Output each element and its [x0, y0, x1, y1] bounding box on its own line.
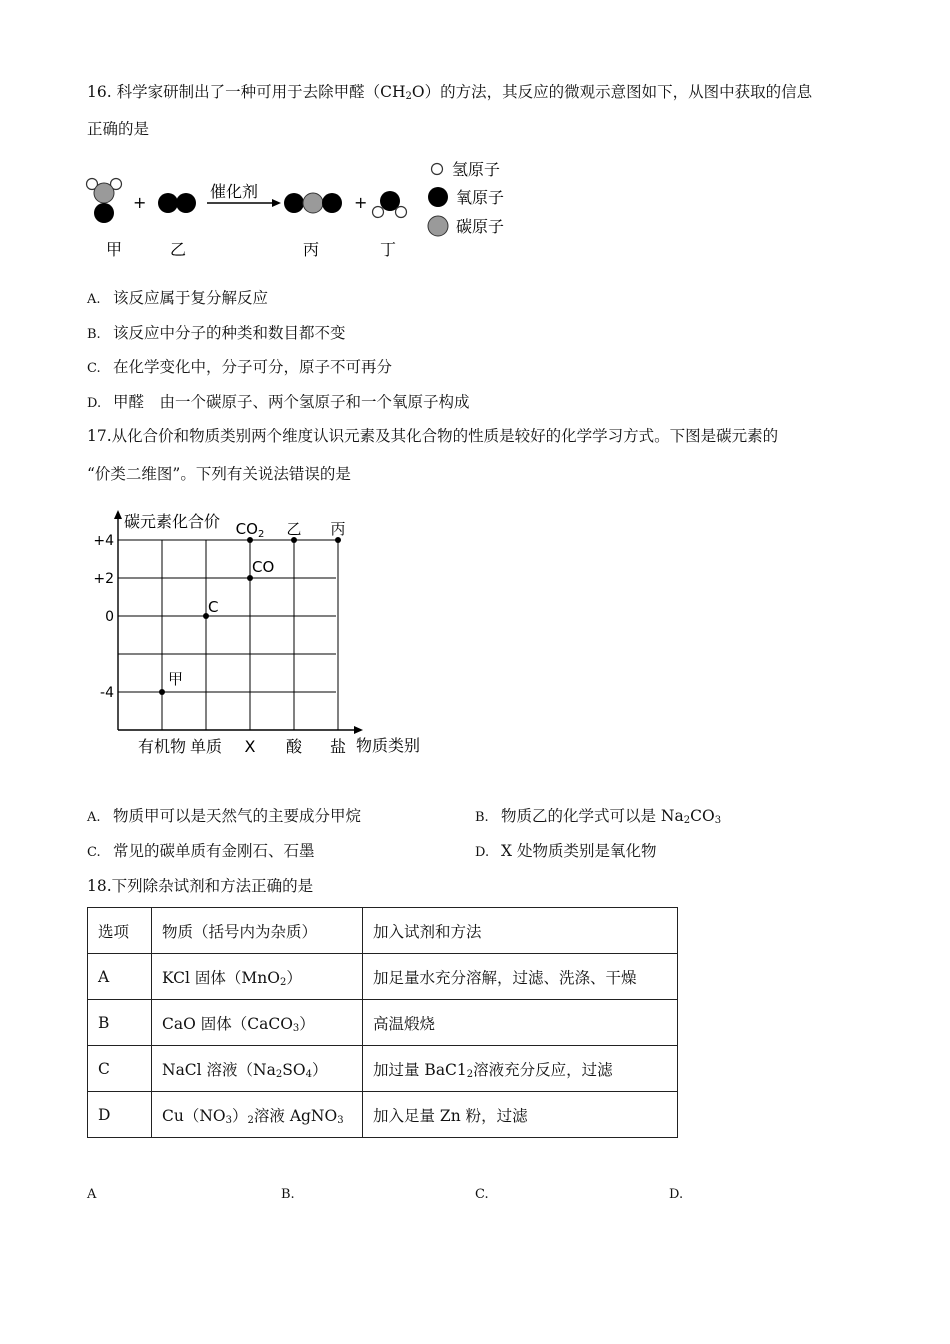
q17-option-c: C. 常见的碳单质有金刚石、石墨 — [87, 842, 315, 860]
label-ding: 丁 — [380, 240, 397, 259]
q18-answer-b: B. — [281, 1187, 295, 1202]
x-tick-label: 有机物 — [137, 737, 187, 756]
row-method: 加入足量 Zn 粉，过滤 — [363, 1092, 678, 1138]
header-method: 加入试剂和方法 — [363, 908, 678, 954]
plus-1: + — [133, 193, 147, 212]
legend-hydrogen: 氢原子 — [452, 160, 501, 179]
q16-option-b: B. 该反应中分子的种类和数目都不变 — [87, 324, 346, 342]
chart-axes — [114, 510, 363, 734]
label-jia: 甲 — [106, 240, 123, 259]
chart-grid — [118, 540, 338, 730]
data-point-label: 丙 — [330, 520, 346, 538]
row-method: 高温煅烧 — [363, 1000, 678, 1046]
q16-option-a: A. 该反应属于复分解反应 — [87, 289, 269, 307]
q17-option-d: D. X 处物质类别是氧化物 — [475, 842, 657, 860]
header-option: 选项 — [88, 908, 152, 954]
y-tick-label: -4 — [100, 685, 114, 701]
q18-answer-c: C. — [475, 1187, 489, 1202]
legend-oxygen: 氧原子 — [456, 188, 505, 207]
data-point-label: 甲 — [168, 670, 184, 688]
label-yi: 乙 — [170, 240, 187, 259]
molecule-ding — [373, 191, 407, 218]
q16-option-d: D. 甲醛 由一个碳原子、两个氢原子和一个氧原子构成 — [87, 393, 470, 411]
reaction-diagram — [80, 155, 540, 265]
row-option: C — [88, 1046, 152, 1092]
legend-carbon: 碳原子 — [456, 217, 505, 236]
valence-chart — [80, 505, 440, 765]
molecule-jia — [87, 179, 122, 224]
x-tick-label: 酸 — [285, 737, 303, 756]
plus-2: + — [354, 193, 368, 212]
row-option: D — [88, 1092, 152, 1138]
y-tick-label: 0 — [105, 609, 114, 625]
q17-stem-line1: 17.从化合价和物质类别两个维度认识元素及其化合物的性质是较好的化学学习方式。下图是碳元素的 — [87, 427, 779, 445]
q17-number: 17. — [87, 427, 112, 445]
q16-number: 16. — [87, 83, 112, 101]
row-substance: KCl 固体（MnO$_2$） — [152, 954, 363, 1000]
chart-points — [159, 520, 346, 695]
q17-option-a: A. 物质甲可以是天然气的主要成分甲烷 — [87, 807, 362, 825]
y-tick-label: +4 — [93, 533, 114, 549]
table-header-row — [88, 908, 678, 954]
table-row — [88, 954, 678, 1000]
chart-x-ticks — [138, 737, 346, 756]
table-row — [88, 1000, 678, 1046]
x-tick-label: X — [244, 737, 256, 756]
catalyst-label: 催化剂 — [210, 182, 259, 201]
row-method: 加足量水充分溶解，过滤、洗涤、干燥 — [363, 954, 678, 1000]
x-tick-label: 单质 — [189, 737, 223, 756]
row-substance: CaO 固体（CaCO$_3$） — [152, 1000, 363, 1046]
chart-x-label: 物质类别 — [356, 736, 421, 755]
data-point — [159, 689, 165, 695]
q17-stem-line2: “价类二维图”。下列有关说法错误的是 — [87, 465, 351, 483]
label-bing: 丙 — [303, 240, 320, 259]
q16-stem-line2: 正确的是 — [87, 120, 150, 138]
row-option: A — [88, 954, 152, 1000]
q18-stem: 18.下列除杂试剂和方法正确的是 — [87, 877, 314, 895]
x-tick-label: 盐 — [329, 737, 347, 756]
row-substance: $Cu(NO_3)_2$溶液 AgNO$_3$ — [152, 1092, 363, 1138]
q18-number: 18. — [87, 877, 112, 895]
y-tick-label: +2 — [93, 571, 114, 587]
chart-y-label: 碳元素化合价 — [124, 512, 221, 531]
data-point-label: $CO_2$ — [235, 520, 265, 540]
data-point-label: CO — [252, 558, 275, 576]
q16-option-c: C. 在化学变化中，分子可分，原子不可再分 — [87, 358, 393, 376]
q17-option-b: B. 物质乙的化学式可以是 $Na_2CO_3$ — [475, 807, 722, 826]
row-method: 加过量 $BaC1_2$溶液充分反应，过滤 — [363, 1046, 678, 1092]
q16-stem-line1: 16. 科学家研制出了一种可用于去除甲醛$(CH_2O)$的方法，其反应的微观示意图如下，从图中获取的信息 — [87, 83, 813, 102]
chart-y-ticks — [93, 533, 114, 701]
table-row — [88, 1092, 678, 1138]
q18-answer-a: A — [87, 1187, 97, 1202]
molecule-yi — [158, 193, 196, 213]
data-point-label: 乙 — [286, 520, 302, 538]
q18-answer-d: D. — [669, 1187, 684, 1202]
row-substance: NaCl 溶液$(Na_2SO_4)$ — [152, 1046, 363, 1092]
x-axis-arrow — [354, 726, 363, 734]
data-point-label: C — [208, 598, 219, 616]
header-substance: 物质（括号内为杂质） — [152, 908, 363, 954]
row-option: B — [88, 1000, 152, 1046]
legend — [428, 160, 504, 236]
table-row — [88, 1046, 678, 1092]
molecule-bing — [284, 193, 342, 213]
q18-table — [87, 907, 678, 1138]
y-axis-arrow — [114, 510, 122, 519]
